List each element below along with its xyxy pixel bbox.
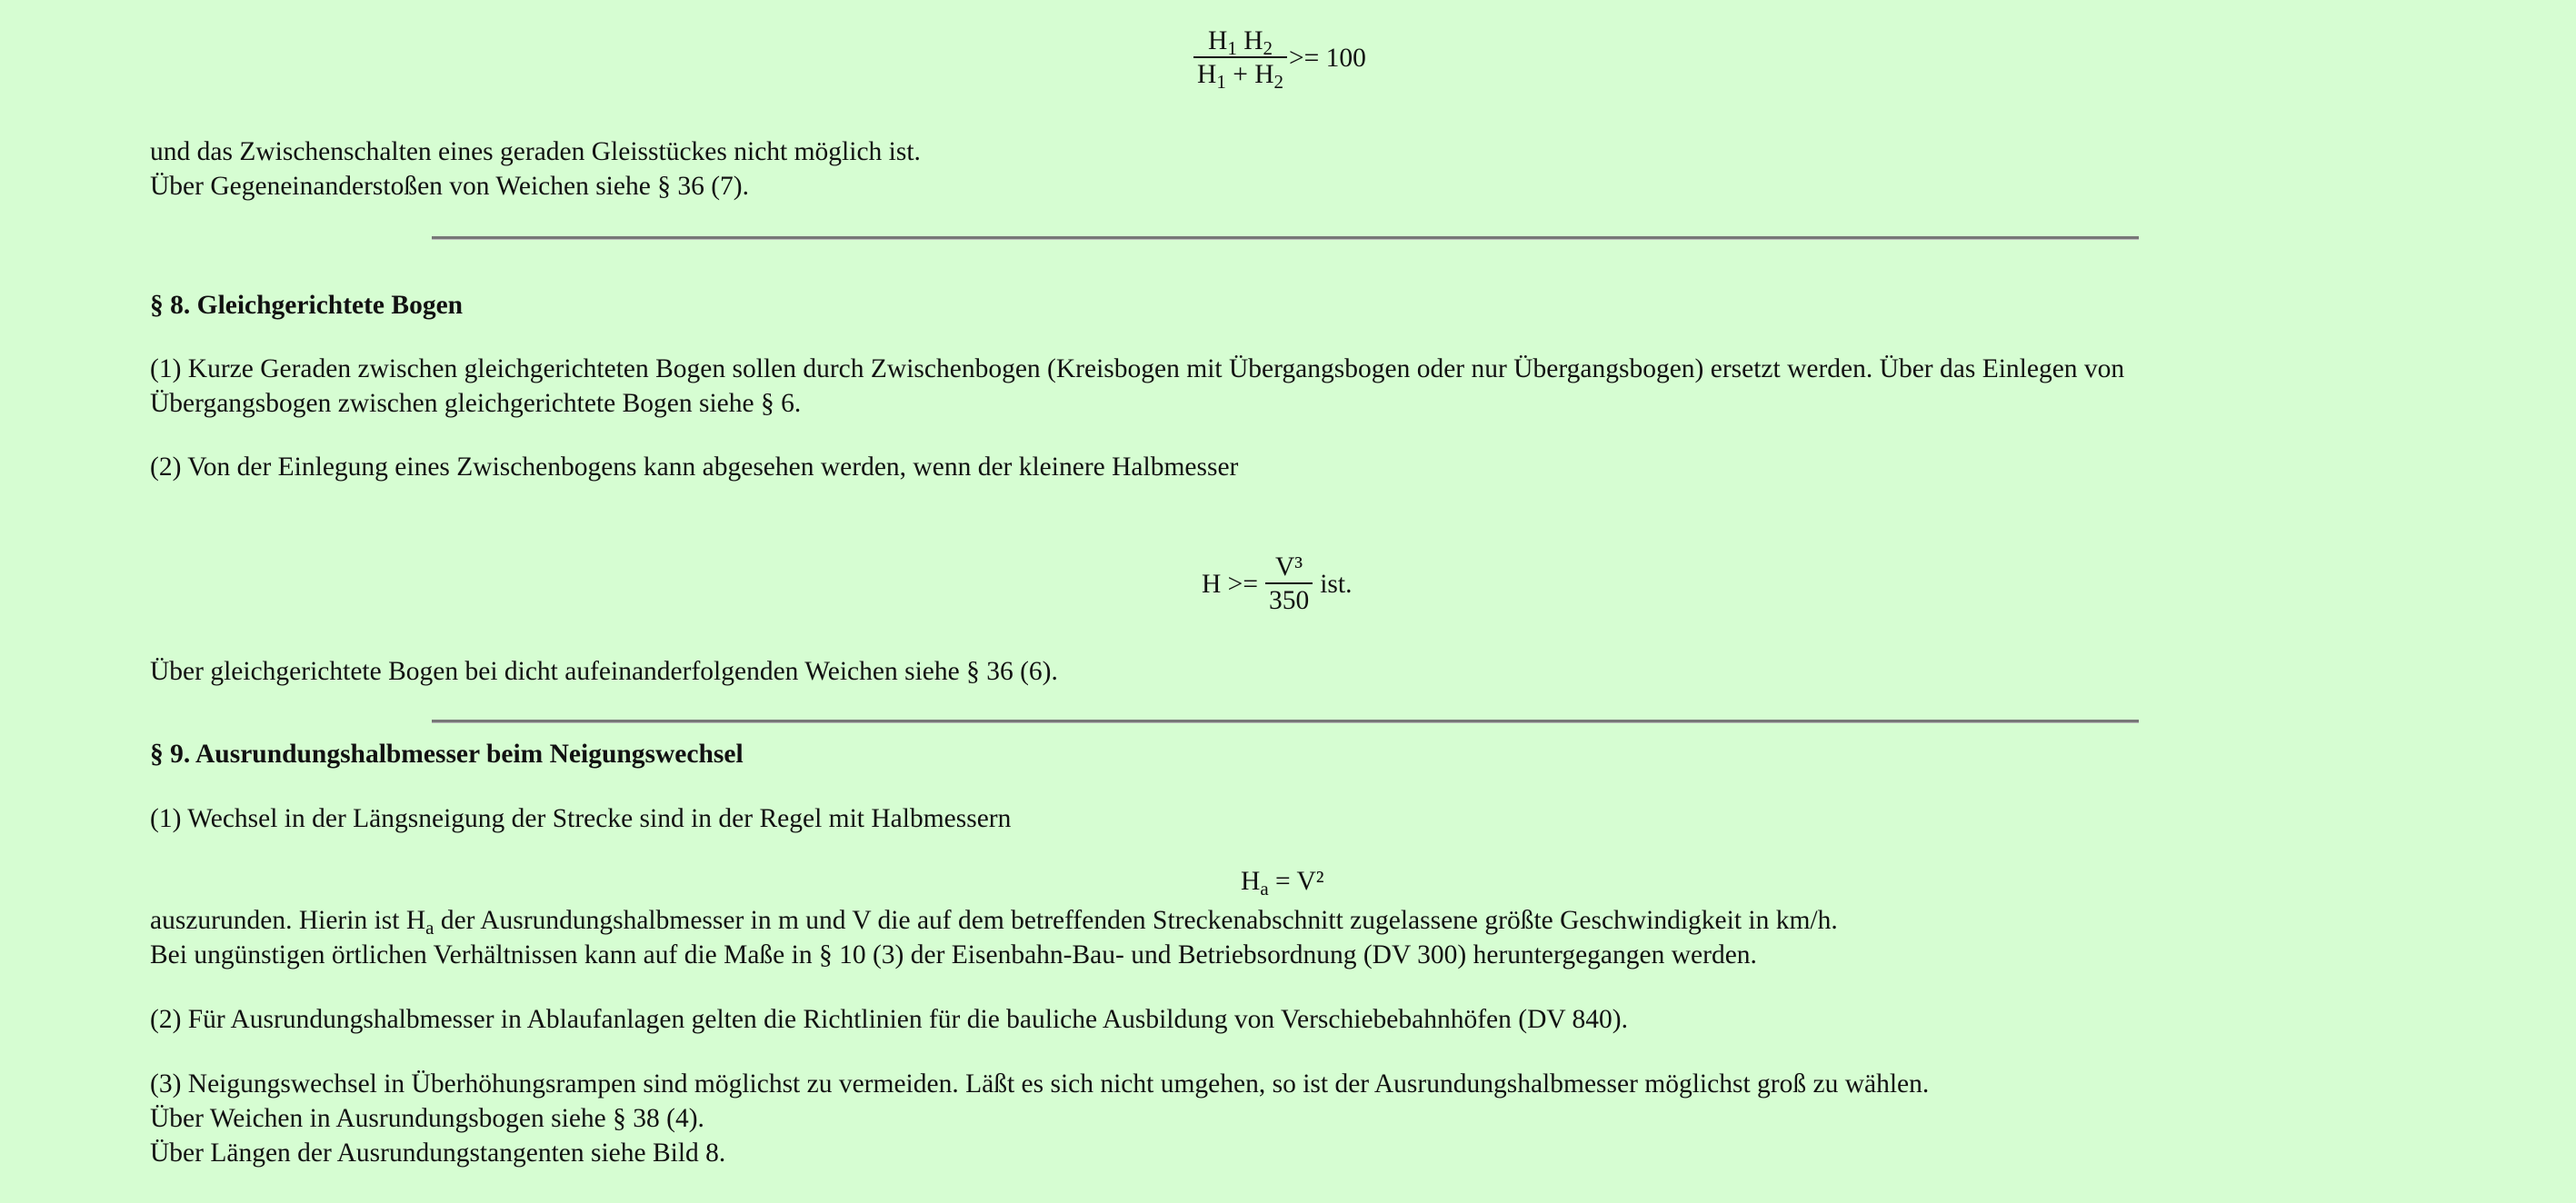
section-9-paragraph-1b: auszurunden. Hierin ist $H_a$ der Ausrundungshalbmesser in m und V die auf dem betreffenden Streckenabschnitt zugelassene größte Geschwindigkeit in km/h. — [150, 906, 1838, 939]
section-8-paragraph-1-line-1: (1) Kurze Geraden zwischen gleichgerichteten Bogen sollen durch Zwischenbogen (Kreisbogen mit Übergangsbogen oder nur Übergangsbogen) ersetzt werden. Über das Einlegen von — [150, 354, 2125, 383]
formula-ha: $H_a = V^2$ — [1241, 867, 1324, 900]
section-9-paragraph-3: (3) Neigungswechsel in Überhöhungsrampen sind möglichst zu vermeiden. Läßt es sich nicht umgehen, so ist der Ausrundungshalbmesser möglichst groß zu wählen. — [150, 1069, 1930, 1099]
formula-v3-numerator: V³ — [1265, 552, 1313, 584]
formula-h1h2-tail: >= 100 — [1289, 44, 1366, 73]
intro-line-1: und das Zwischenschalten eines geraden Gleisstückes nicht möglich ist. — [150, 137, 921, 166]
formula-v3-tail: ist. — [1320, 570, 1353, 599]
formula-v3-fraction — [1265, 552, 1313, 617]
formula-h1h2 — [1193, 25, 1366, 91]
section-9-heading: § 9. Ausrundungshalbmesser beim Neigungswechsel — [150, 740, 744, 769]
section-8-heading: § 8. Gleichgerichtete Bogen — [150, 291, 464, 320]
formula-v3-denominator: 350 — [1268, 586, 1310, 615]
section-8-paragraph-1-line-2: Übergangsbogen zwischen gleichgerichtete Bogen siehe § 6. — [150, 389, 802, 418]
section-8-paragraph-2: (2) Von der Einlegung eines Zwischenbogens kann abgesehen werden, wenn der kleinere Halbmesser — [150, 452, 1239, 482]
section-9-paragraph-1c: Bei ungünstigen örtlichen Verhältnissen kann auf die Maße in § 10 (3) der Eisenbahn-Bau- und Betriebsordnung (DV 300) heruntergegangen werden. — [150, 940, 1757, 969]
section-9-paragraph-2: (2) Für Ausrundungshalbmesser in Ablaufanlagen gelten die Richtlinien für die bauliche Ausbildung von Verschiebebahnhöfen (DV 840). — [150, 1005, 1628, 1034]
formula-h1h2-fraction — [1193, 25, 1287, 91]
formula-v3-lhs: H >= — [1202, 570, 1258, 599]
formula-h1h2-denominator: $H_1 + H_2$ — [1197, 60, 1284, 93]
section-9-paragraph-4: Über Weichen in Ausrundungsbogen siehe § 38 (4). — [150, 1104, 704, 1133]
section-9-paragraph-1: (1) Wechsel in der Längsneigung der Strecke sind in der Regel mit Halbmessern — [150, 804, 1012, 833]
section-8-paragraph-3: Über gleichgerichtete Bogen bei dicht aufeinanderfolgenden Weichen siehe § 36 (6). — [150, 657, 1058, 686]
formula-h1h2-numerator: $H_1$ $H_2$ — [1193, 25, 1287, 58]
section-9-paragraph-5: Über Längen der Ausrundungstangenten siehe Bild 8. — [150, 1138, 726, 1168]
formula-v3-350 — [1202, 552, 1352, 617]
section-divider — [432, 720, 2139, 723]
section-divider — [432, 236, 2139, 240]
intro-line-2: Über Gegeneinanderstoßen von Weichen siehe § 36 (7). — [150, 172, 749, 201]
